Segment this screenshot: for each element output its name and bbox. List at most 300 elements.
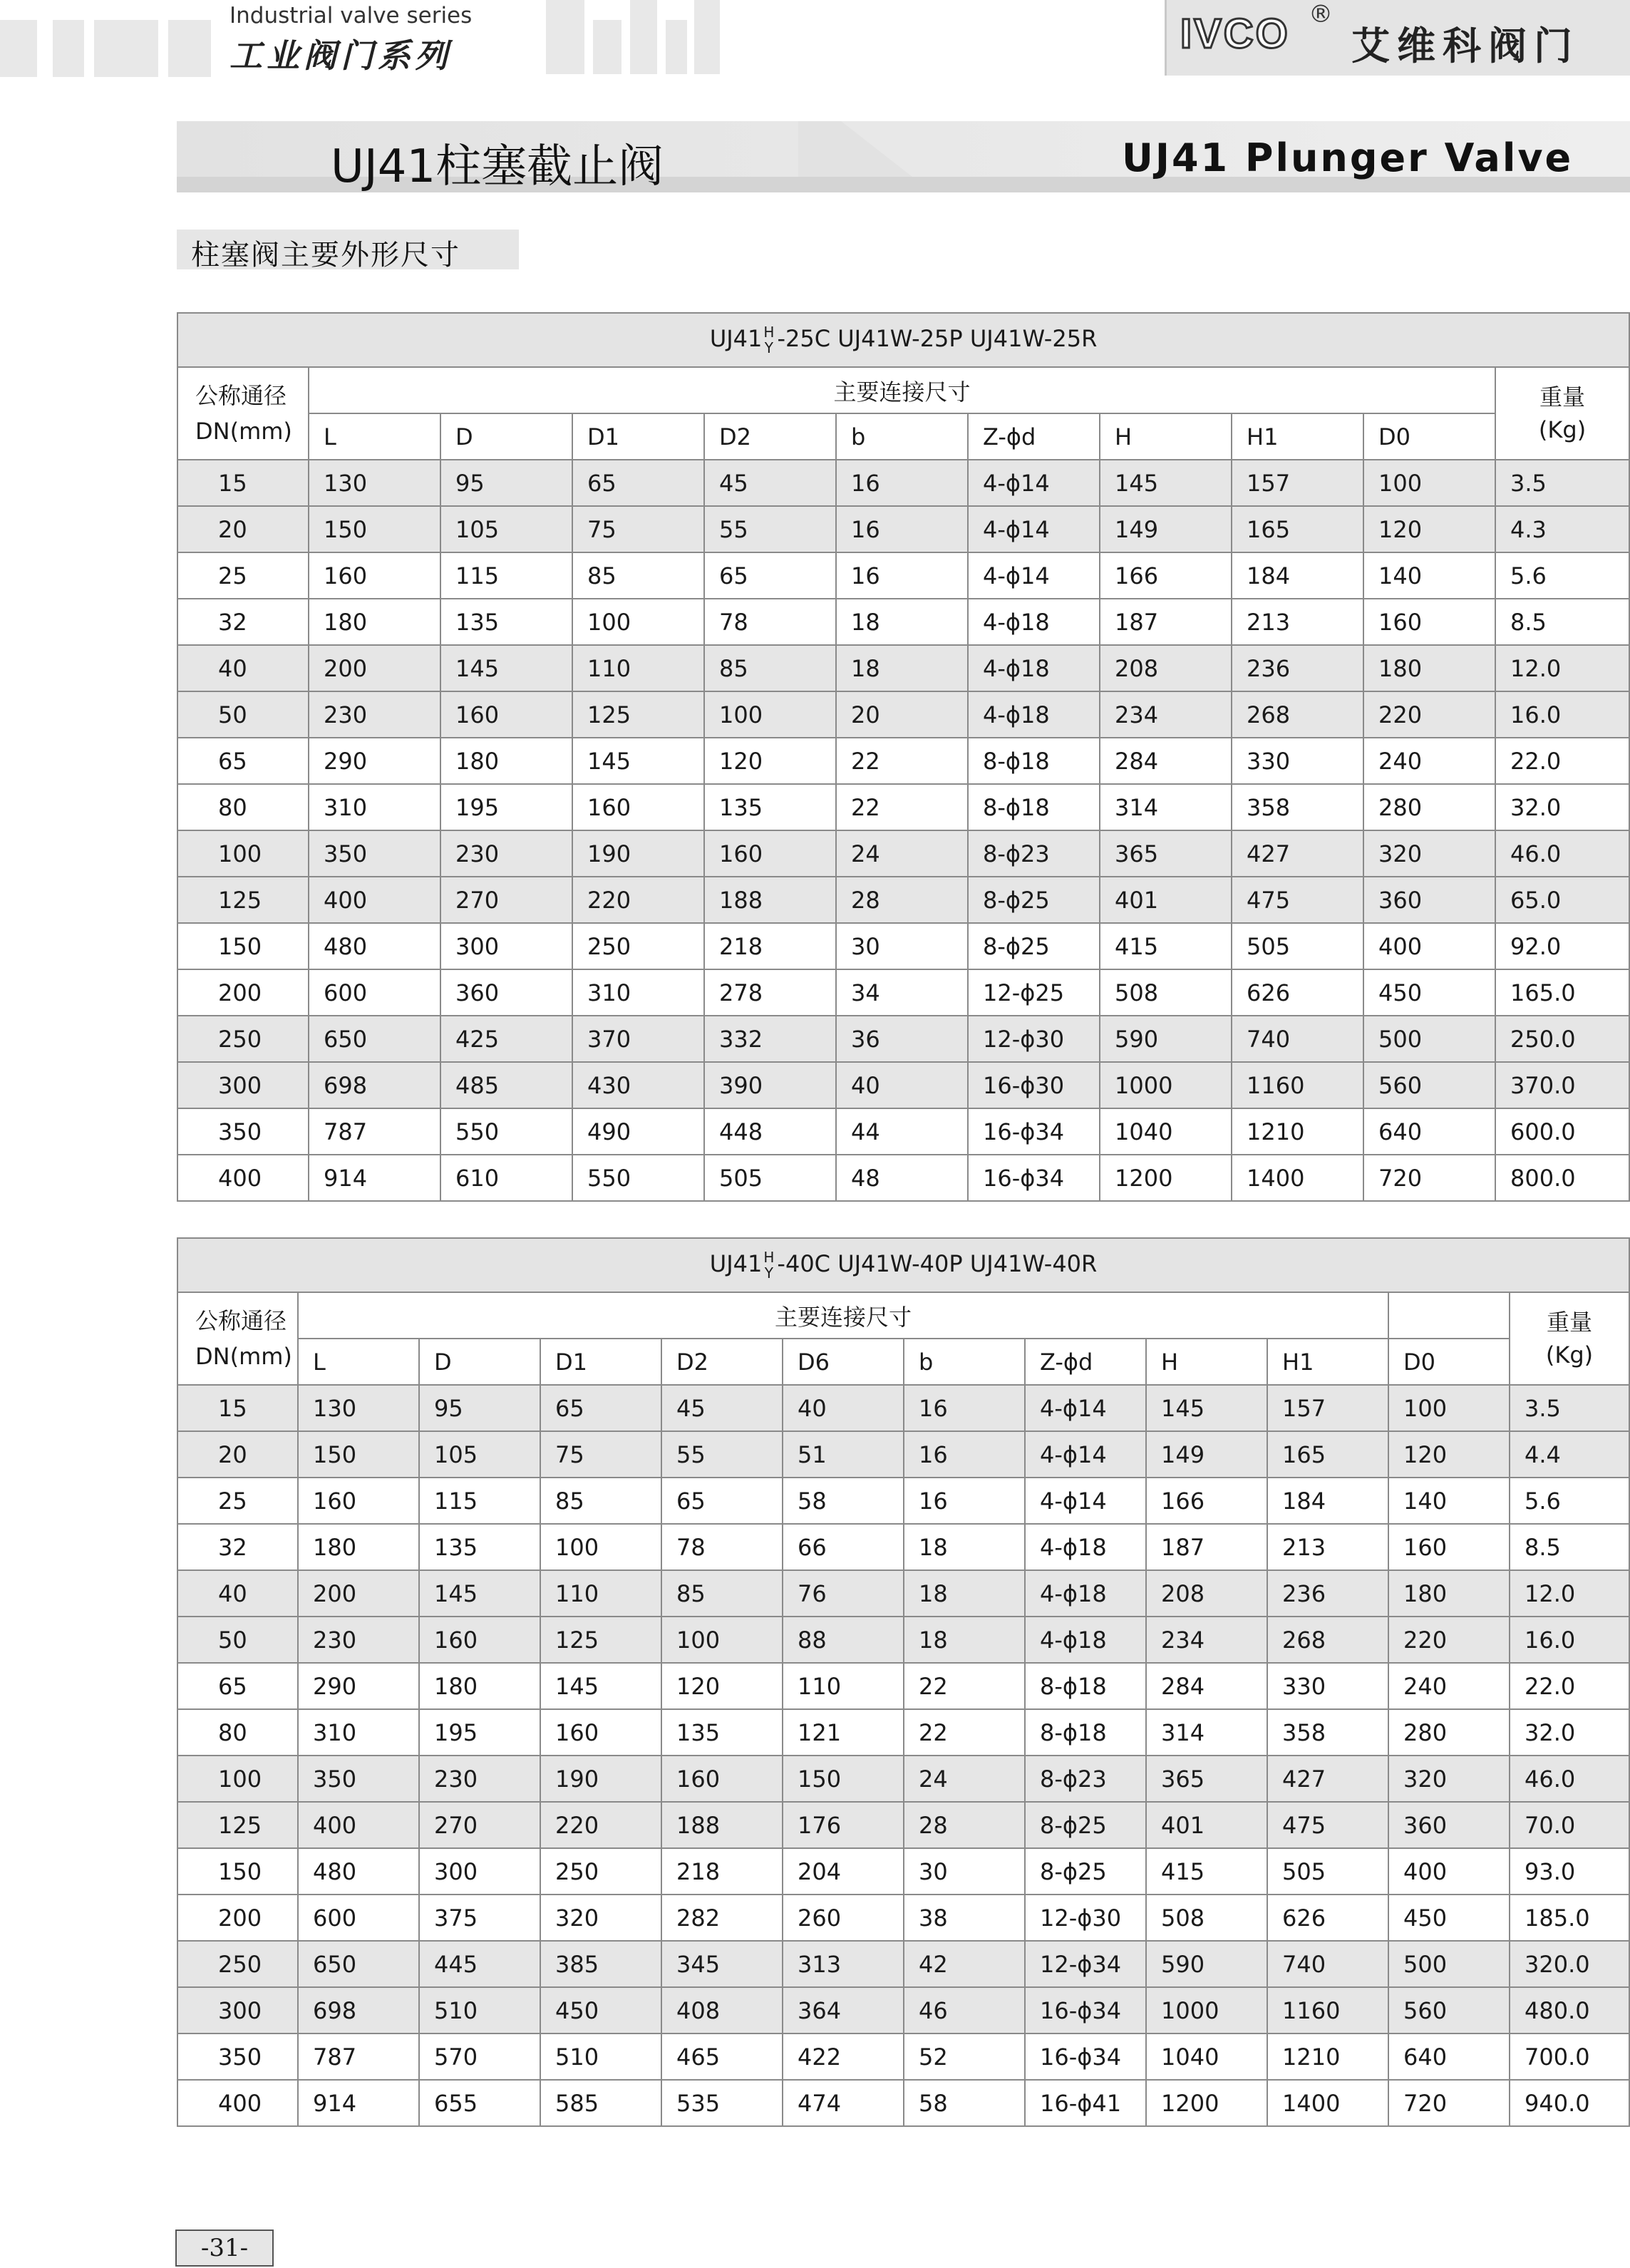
table-cell: 698 [309, 1062, 440, 1108]
table-cell: 914 [309, 1155, 440, 1201]
column-header: D0 [1363, 413, 1495, 460]
table-cell: 940.0 [1510, 2080, 1629, 2126]
table-cell: 640 [1363, 1108, 1495, 1155]
table-cell: 4.3 [1495, 506, 1629, 552]
table-row [177, 599, 1629, 645]
table-cell: 180 [419, 1663, 540, 1709]
column-header: L [309, 413, 440, 460]
table-cell: 149 [1100, 506, 1232, 552]
column-header: D [419, 1339, 540, 1385]
table-cell: 149 [1146, 1431, 1267, 1478]
table-cell: 560 [1388, 1987, 1510, 2034]
table-cell: 310 [309, 784, 440, 830]
table-cell: 8-ϕ23 [968, 830, 1100, 877]
table-cell: 75 [572, 506, 704, 552]
table-cell: 160 [419, 1617, 540, 1663]
dn-cell: 50 [177, 1617, 298, 1663]
dn-cell: 200 [177, 969, 309, 1016]
table-cell: 76 [783, 1570, 904, 1617]
dn-cell: 50 [177, 691, 309, 738]
table-cell: 165.0 [1495, 969, 1629, 1016]
dn-header [177, 367, 309, 460]
table-cell: 16 [904, 1431, 1025, 1478]
table-cell: 220 [1388, 1617, 1510, 1663]
table-cell: 626 [1232, 969, 1363, 1016]
table-cell: 475 [1267, 1802, 1388, 1848]
table-cell: 260 [783, 1895, 904, 1941]
table-cell: 3.5 [1510, 1385, 1629, 1431]
table-cell: 320.0 [1510, 1941, 1629, 1987]
table-row [177, 506, 1629, 552]
table-cell: 415 [1100, 923, 1232, 969]
table-cell: 640 [1388, 2034, 1510, 2080]
table-cell: 422 [783, 2034, 904, 2080]
table-row [177, 877, 1629, 923]
column-header: L [298, 1339, 419, 1385]
table-cell: 195 [440, 784, 572, 830]
table-cell: 135 [440, 599, 572, 645]
table-row [177, 1478, 1629, 1524]
table-cell: 190 [572, 830, 704, 877]
table-cell: 185.0 [1510, 1895, 1629, 1941]
table-cell: 310 [572, 969, 704, 1016]
table-cell: 268 [1232, 691, 1363, 738]
table-row [177, 1016, 1629, 1062]
table-cell: 300 [419, 1848, 540, 1895]
table-cell: 560 [1363, 1062, 1495, 1108]
table-cell: 180 [298, 1524, 419, 1570]
table-cell: 58 [904, 2080, 1025, 2126]
table-cell: 445 [419, 1941, 540, 1987]
table-cell: 385 [540, 1941, 661, 1987]
table-cell: 184 [1232, 552, 1363, 599]
model-sup-top: H [763, 1249, 775, 1266]
table-cell: 585 [540, 2080, 661, 2126]
table-cell: 130 [309, 460, 440, 506]
dn-cell: 300 [177, 1987, 298, 2034]
weight-header-cn: 重量 [1539, 383, 1586, 411]
table-cell: 550 [572, 1155, 704, 1201]
table-cell: 1160 [1232, 1062, 1363, 1108]
table-cell: 34 [836, 969, 968, 1016]
table-cell: 75 [540, 1431, 661, 1478]
table-row [177, 1155, 1629, 1201]
table-cell: 1040 [1146, 2034, 1267, 2080]
table-cell: 200 [298, 1570, 419, 1617]
table-row [177, 969, 1629, 1016]
table-row [177, 645, 1629, 691]
table-cell: 655 [419, 2080, 540, 2126]
table-cell: 85 [704, 645, 836, 691]
table-cell: 314 [1100, 784, 1232, 830]
table-cell: 800.0 [1495, 1155, 1629, 1201]
page-title-en: UJ41 Plunger Valve [1122, 135, 1574, 180]
table-cell: 740 [1232, 1016, 1363, 1062]
dn-header-unit: DN(mm) [195, 418, 292, 445]
table-cell: 415 [1146, 1848, 1267, 1895]
table-cell: 510 [419, 1987, 540, 2034]
table-cell: 1400 [1267, 2080, 1388, 2126]
registered-mark: ® [1309, 0, 1333, 29]
table-cell: 8-ϕ23 [1025, 1756, 1146, 1802]
table-cell: 505 [1267, 1848, 1388, 1895]
table-cell: 4-ϕ14 [1025, 1385, 1146, 1431]
table-cell: 55 [704, 506, 836, 552]
table-cell: 100 [661, 1617, 783, 1663]
table-cell: 51 [783, 1431, 904, 1478]
table-row [177, 1062, 1629, 1108]
column-header: H1 [1267, 1339, 1388, 1385]
table-cell: 55 [661, 1431, 783, 1478]
section-label: 柱塞阀主要外形尺寸 [191, 239, 460, 272]
table-cell: 490 [572, 1108, 704, 1155]
table-cell: 28 [836, 877, 968, 923]
table-cell: 38 [904, 1895, 1025, 1941]
table-cell: 16-ϕ34 [968, 1108, 1100, 1155]
table-cell: 157 [1267, 1385, 1388, 1431]
table-cell: 401 [1100, 877, 1232, 923]
table-cell: 8-ϕ18 [1025, 1709, 1146, 1756]
table-cell: 510 [540, 2034, 661, 2080]
table-cell: 290 [309, 738, 440, 784]
model-sup-top: H [763, 324, 775, 341]
table-cell: 270 [440, 877, 572, 923]
table-cell: 508 [1146, 1895, 1267, 1941]
table-cell: 1200 [1146, 2080, 1267, 2126]
table-cell: 480.0 [1510, 1987, 1629, 2034]
table-cell: 157 [1232, 460, 1363, 506]
table-cell: 120 [704, 738, 836, 784]
table-cell: 220 [1363, 691, 1495, 738]
table-cell: 650 [309, 1016, 440, 1062]
model-header [177, 1238, 1629, 1292]
model-names: -25C UJ41W-25P UJ41W-25R [777, 325, 1098, 352]
column-header: H [1146, 1339, 1267, 1385]
table-cell: 240 [1388, 1663, 1510, 1709]
table-cell: 46.0 [1495, 830, 1629, 877]
table-cell: 65 [704, 552, 836, 599]
table-cell: 8-ϕ25 [1025, 1802, 1146, 1848]
table-cell: 465 [661, 2034, 783, 2080]
table-cell: 4-ϕ18 [1025, 1570, 1146, 1617]
weight-header [1495, 367, 1629, 460]
dn-cell: 32 [177, 1524, 298, 1570]
table-cell: 22 [836, 738, 968, 784]
table-cell: 284 [1146, 1663, 1267, 1709]
table-cell: 160 [309, 552, 440, 599]
table-cell: 18 [836, 645, 968, 691]
table-cell: 120 [1388, 1431, 1510, 1478]
table-cell: 590 [1100, 1016, 1232, 1062]
table-cell: 115 [419, 1478, 540, 1524]
table-cell: 46 [904, 1987, 1025, 2034]
table-cell: 92.0 [1495, 923, 1629, 969]
table-row [177, 1663, 1629, 1709]
table-cell: 1000 [1100, 1062, 1232, 1108]
table-cell: 280 [1363, 784, 1495, 830]
table-cell: 4-ϕ18 [1025, 1524, 1146, 1570]
table-cell: 105 [419, 1431, 540, 1478]
table-cell: 120 [1363, 506, 1495, 552]
table-cell: 401 [1146, 1802, 1267, 1848]
dn-cell: 80 [177, 784, 309, 830]
table-cell: 500 [1363, 1016, 1495, 1062]
table-cell: 230 [419, 1756, 540, 1802]
table-cell: 93.0 [1510, 1848, 1629, 1895]
column-header: Z-ϕd [1025, 1339, 1146, 1385]
table-cell: 320 [1388, 1756, 1510, 1802]
dn-cell: 350 [177, 2034, 298, 2080]
table-cell: 36 [836, 1016, 968, 1062]
dn-cell: 125 [177, 1802, 298, 1848]
table-cell: 360 [1363, 877, 1495, 923]
table-row [177, 1570, 1629, 1617]
table-cell: 45 [704, 460, 836, 506]
table-cell: 390 [704, 1062, 836, 1108]
table-cell: 145 [1100, 460, 1232, 506]
table-cell: 720 [1388, 2080, 1510, 2126]
table-cell: 52 [904, 2034, 1025, 2080]
dn-cell: 20 [177, 506, 309, 552]
table-cell: 474 [783, 2080, 904, 2126]
table-cell: 100 [1388, 1385, 1510, 1431]
table-cell: 448 [704, 1108, 836, 1155]
table-cell: 4-ϕ18 [968, 599, 1100, 645]
table-cell: 4-ϕ14 [968, 460, 1100, 506]
table-cell: 485 [440, 1062, 572, 1108]
table-cell: 78 [704, 599, 836, 645]
table-cell: 115 [440, 552, 572, 599]
table-cell: 145 [1146, 1385, 1267, 1431]
table-cell: 505 [704, 1155, 836, 1201]
brand-name-cn: 艾维科阀门 [1351, 23, 1579, 68]
table-row [177, 1385, 1629, 1431]
model-sup-bottom: Y [764, 1264, 773, 1282]
table-row [177, 1108, 1629, 1155]
table-cell: 16 [836, 460, 968, 506]
table-cell: 22 [836, 784, 968, 830]
table-cell: 16-ϕ34 [968, 1155, 1100, 1201]
table-cell: 12-ϕ25 [968, 969, 1100, 1016]
column-header: D2 [661, 1339, 783, 1385]
table-cell: 400 [298, 1802, 419, 1848]
model-sup [763, 1249, 774, 1281]
table-cell: 18 [836, 599, 968, 645]
table-cell: 24 [904, 1756, 1025, 1802]
table-cell: 310 [298, 1709, 419, 1756]
table-cell: 550 [440, 1108, 572, 1155]
table-cell: 508 [1100, 969, 1232, 1016]
table-cell: 195 [419, 1709, 540, 1756]
table-cell: 360 [1388, 1802, 1510, 1848]
table-cell: 22.0 [1495, 738, 1629, 784]
table-cell: 8-ϕ18 [1025, 1663, 1146, 1709]
table-cell: 400 [309, 877, 440, 923]
table-cell: 12-ϕ30 [1025, 1895, 1146, 1941]
group-header-spacer [1388, 1292, 1510, 1339]
series-title-en: Industrial valve series [229, 3, 473, 29]
table-cell: 365 [1100, 830, 1232, 877]
table-row [177, 1848, 1629, 1895]
table-cell: 365 [1146, 1756, 1267, 1802]
table-cell: 280 [1388, 1709, 1510, 1756]
table-cell: 125 [572, 691, 704, 738]
table-cell: 720 [1363, 1155, 1495, 1201]
table-cell: 22 [904, 1709, 1025, 1756]
table-cell: 427 [1232, 830, 1363, 877]
table-cell: 213 [1267, 1524, 1388, 1570]
table-cell: 5.6 [1510, 1478, 1629, 1524]
table-cell: 500 [1388, 1941, 1510, 1987]
table-cell: 220 [540, 1802, 661, 1848]
table-cell: 160 [1388, 1524, 1510, 1570]
table-cell: 600.0 [1495, 1108, 1629, 1155]
dn-cell: 65 [177, 738, 309, 784]
table-row [177, 923, 1629, 969]
model-prefix: UJ41 [709, 1250, 763, 1277]
table-cell: 208 [1146, 1570, 1267, 1617]
table-row [177, 830, 1629, 877]
table-cell: 480 [298, 1848, 419, 1895]
table-cell: 230 [298, 1617, 419, 1663]
table-cell: 8-ϕ18 [968, 738, 1100, 784]
table-cell: 121 [783, 1709, 904, 1756]
table-cell: 8-ϕ18 [968, 784, 1100, 830]
column-header: b [836, 413, 968, 460]
table-cell: 42 [904, 1941, 1025, 1987]
table-cell: 284 [1100, 738, 1232, 784]
table-cell: 16-ϕ30 [968, 1062, 1100, 1108]
table-cell: 120 [661, 1663, 783, 1709]
column-header: b [904, 1339, 1025, 1385]
table-cell: 1000 [1146, 1987, 1267, 2034]
table-cell: 85 [572, 552, 704, 599]
table-cell: 218 [661, 1848, 783, 1895]
model-names: -40C UJ41W-40P UJ41W-40R [777, 1250, 1098, 1277]
table-cell: 190 [540, 1756, 661, 1802]
table-cell: 100 [540, 1524, 661, 1570]
table-row [177, 1895, 1629, 1941]
column-header: D6 [783, 1339, 904, 1385]
table-cell: 184 [1267, 1478, 1388, 1524]
table-cell: 135 [704, 784, 836, 830]
model-prefix: UJ41 [709, 325, 763, 352]
table-cell: 213 [1232, 599, 1363, 645]
table-cell: 408 [661, 1987, 783, 2034]
table-cell: 44 [836, 1108, 968, 1155]
table-cell: 4-ϕ18 [968, 645, 1100, 691]
table-cell: 330 [1232, 738, 1363, 784]
table-cell: 430 [572, 1062, 704, 1108]
table-cell: 45 [661, 1385, 783, 1431]
table-row [177, 1617, 1629, 1663]
table-cell: 85 [540, 1478, 661, 1524]
table-cell: 12-ϕ34 [1025, 1941, 1146, 1987]
table-row [177, 738, 1629, 784]
table-cell: 65.0 [1495, 877, 1629, 923]
table-cell: 22 [904, 1663, 1025, 1709]
table-cell: 12-ϕ30 [968, 1016, 1100, 1062]
table-cell: 160 [1363, 599, 1495, 645]
weight-header-cn: 重量 [1547, 1309, 1593, 1336]
table-row [177, 784, 1629, 830]
table-cell: 180 [440, 738, 572, 784]
table-cell: 787 [298, 2034, 419, 2080]
table-cell: 282 [661, 1895, 783, 1941]
table-cell: 32.0 [1510, 1709, 1629, 1756]
table-cell: 100 [704, 691, 836, 738]
table-cell: 188 [661, 1802, 783, 1848]
table-row [177, 2034, 1629, 2080]
table-cell: 150 [298, 1431, 419, 1478]
table-cell: 370.0 [1495, 1062, 1629, 1108]
table-row [177, 2080, 1629, 2126]
table-cell: 65 [572, 460, 704, 506]
table-cell: 16.0 [1495, 691, 1629, 738]
table-cell: 46.0 [1510, 1756, 1629, 1802]
table-cell: 70.0 [1510, 1802, 1629, 1848]
dn-header-cn: 公称通径 [195, 1307, 287, 1334]
table-cell: 8.5 [1510, 1524, 1629, 1570]
weight-header-unit: (Kg) [1545, 1341, 1594, 1368]
column-header: D1 [572, 413, 704, 460]
table-row [177, 1524, 1629, 1570]
table-cell: 110 [783, 1663, 904, 1709]
table-cell: 4-ϕ14 [968, 506, 1100, 552]
table-cell: 65 [540, 1385, 661, 1431]
table-cell: 65 [661, 1478, 783, 1524]
dn-cell: 32 [177, 599, 309, 645]
table-cell: 360 [440, 969, 572, 1016]
table-cell: 30 [836, 923, 968, 969]
table-cell: 1400 [1232, 1155, 1363, 1201]
table-cell: 290 [298, 1663, 419, 1709]
table-cell: 425 [440, 1016, 572, 1062]
table-cell: 475 [1232, 877, 1363, 923]
table-cell: 427 [1267, 1756, 1388, 1802]
table-cell: 150 [783, 1756, 904, 1802]
table-cell: 140 [1388, 1478, 1510, 1524]
dn-cell: 25 [177, 1478, 298, 1524]
table-cell: 95 [440, 460, 572, 506]
table-cell: 30 [904, 1848, 1025, 1895]
dn-header-unit: DN(mm) [195, 1343, 292, 1370]
table-cell: 16-ϕ34 [1025, 2034, 1146, 2080]
table-cell: 4.4 [1510, 1431, 1629, 1478]
table-cell: 145 [572, 738, 704, 784]
table-cell: 313 [783, 1941, 904, 1987]
table-cell: 166 [1146, 1478, 1267, 1524]
table-cell: 332 [704, 1016, 836, 1062]
model-sup-bottom: Y [764, 339, 774, 356]
table-cell: 250 [540, 1848, 661, 1895]
table-cell: 610 [440, 1155, 572, 1201]
table-cell: 400 [1363, 923, 1495, 969]
table-cell: 914 [298, 2080, 419, 2126]
table-cell: 268 [1267, 1617, 1388, 1663]
table-cell: 358 [1267, 1709, 1388, 1756]
table-cell: 100 [572, 599, 704, 645]
dn-cell: 400 [177, 1155, 309, 1201]
table-cell: 160 [298, 1478, 419, 1524]
column-header: D2 [704, 413, 836, 460]
table-row [177, 552, 1629, 599]
table-cell: 95 [419, 1385, 540, 1431]
table-cell: 600 [309, 969, 440, 1016]
table-cell: 535 [661, 2080, 783, 2126]
table-cell: 16 [836, 506, 968, 552]
table-cell: 18 [904, 1570, 1025, 1617]
